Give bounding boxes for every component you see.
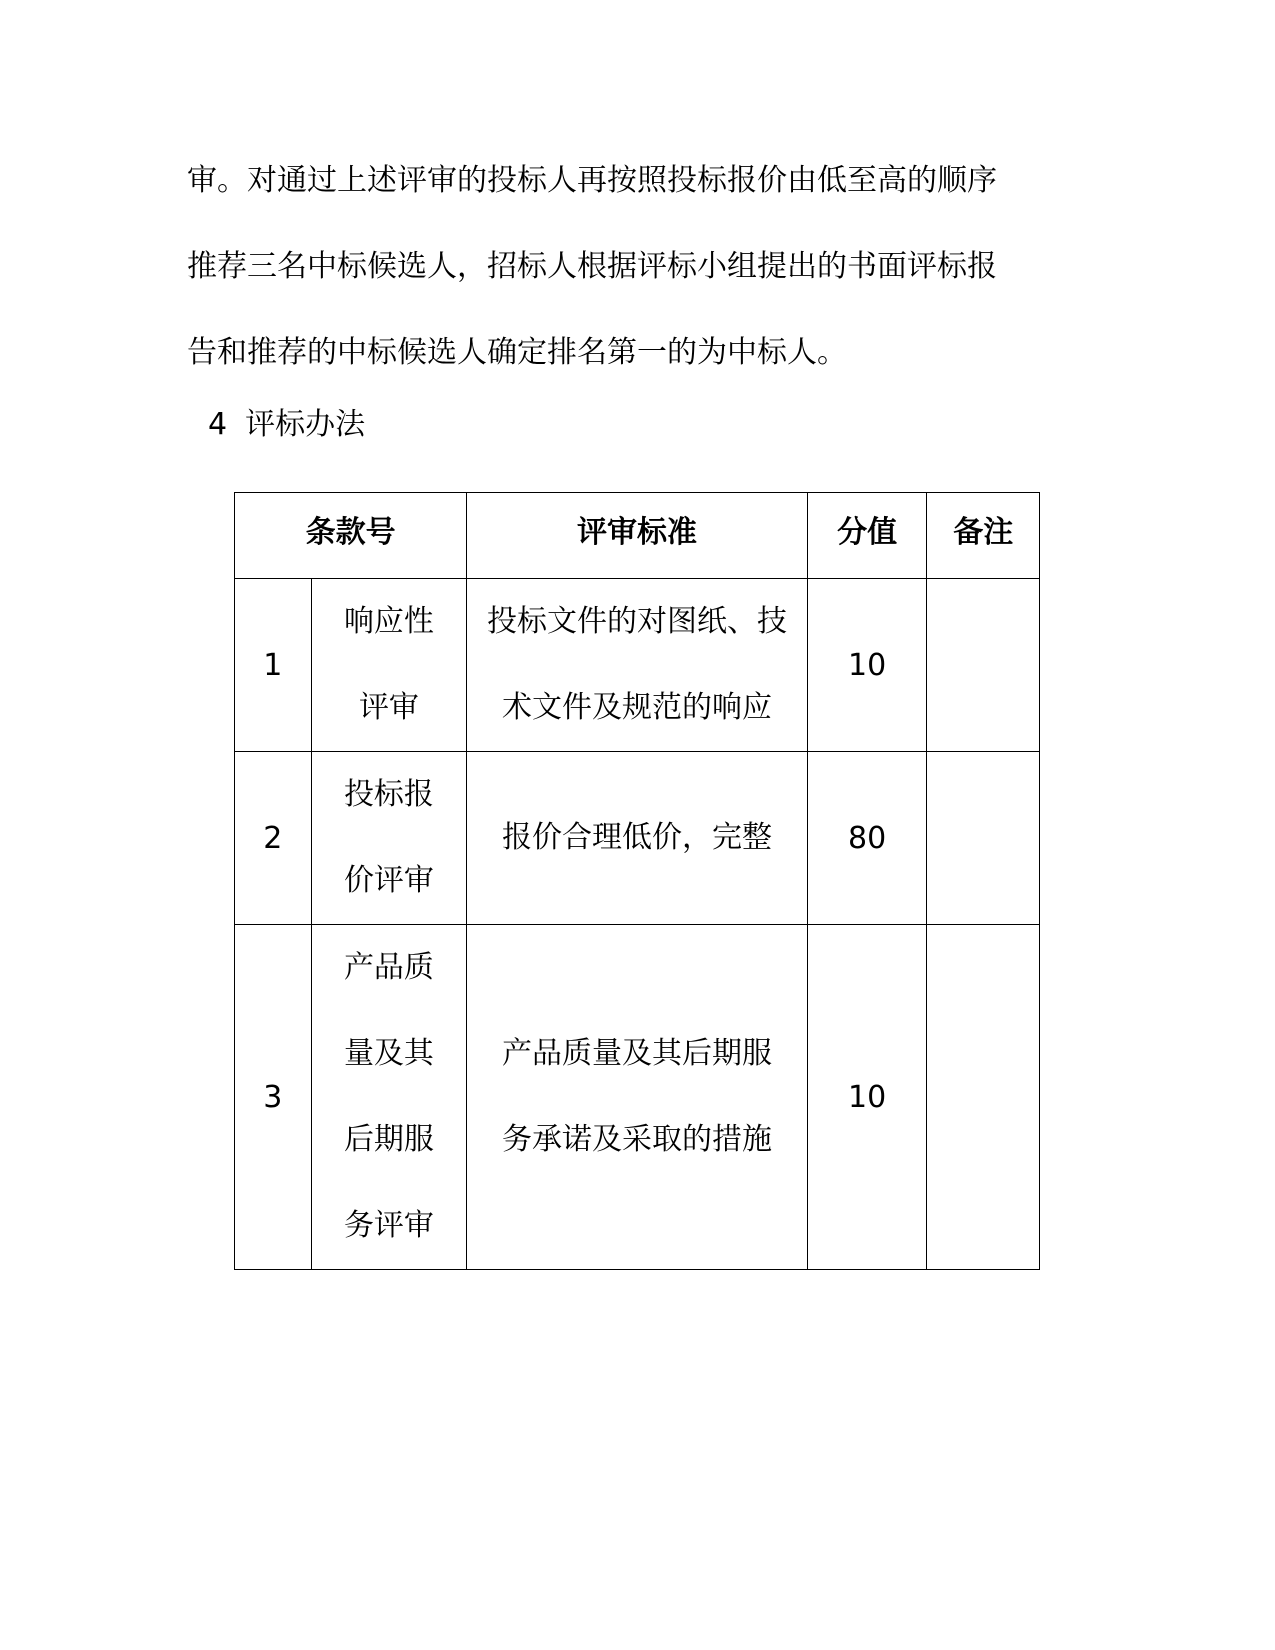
row-criteria [467,925,808,1270]
table-row [235,579,1040,752]
row-number: 2 [235,752,312,925]
row-score: 10 [807,579,927,752]
row-item-line: 价评审 [343,863,434,898]
table-header-row [235,493,1040,579]
paragraph-line: 告和推荐的中标候选人确定排名第一的为中标人。 [187,335,847,370]
row-item-line: 响应性 [343,604,434,639]
row-item [311,579,466,752]
row-criteria-line: 投标文件的对图纸、技 [486,604,787,639]
header-score: 分值 [807,493,927,579]
paragraph-line: 推荐三名中标候选人，招标人根据评标小组提出的书面评标报 [187,249,997,284]
header-criteria: 评审标准 [467,493,808,579]
row-score: 10 [807,925,927,1270]
row-criteria [467,752,808,925]
header-clause: 条款号 [235,493,467,579]
row-item [311,752,466,925]
row-criteria-line: 务承诺及采取的措施 [501,1122,772,1157]
row-number: 3 [235,925,312,1270]
paragraph-line: 审。对通过上述评审的投标人再按照投标报价由低至高的顺序 [187,163,997,198]
row-item-line: 投标报 [343,777,434,812]
row-item [311,925,466,1270]
body-paragraph [187,138,1087,396]
section-heading [208,405,365,445]
row-criteria-line: 术文件及规范的响应 [501,690,772,725]
row-number: 1 [235,579,312,752]
row-criteria [467,579,808,752]
row-criteria-line: 报价合理低价，完整 [501,820,772,855]
row-criteria-line: 产品质量及其后期服 [501,1036,772,1071]
row-item-line: 量及其 [343,1036,434,1071]
row-item-line: 务评审 [343,1208,434,1243]
row-remarks [927,579,1040,752]
row-remarks [927,925,1040,1270]
table-row [235,925,1040,1270]
section-title: 评标办法 [245,407,366,442]
row-item-line: 后期服 [343,1122,434,1157]
row-item-line: 产品质 [343,950,434,985]
table-row [235,752,1040,925]
header-remarks: 备注 [927,493,1040,579]
evaluation-criteria-table [234,492,1040,1270]
row-remarks [927,752,1040,925]
section-number: 4 [208,407,228,442]
row-item-line: 评审 [358,690,419,725]
row-score: 80 [807,752,927,925]
